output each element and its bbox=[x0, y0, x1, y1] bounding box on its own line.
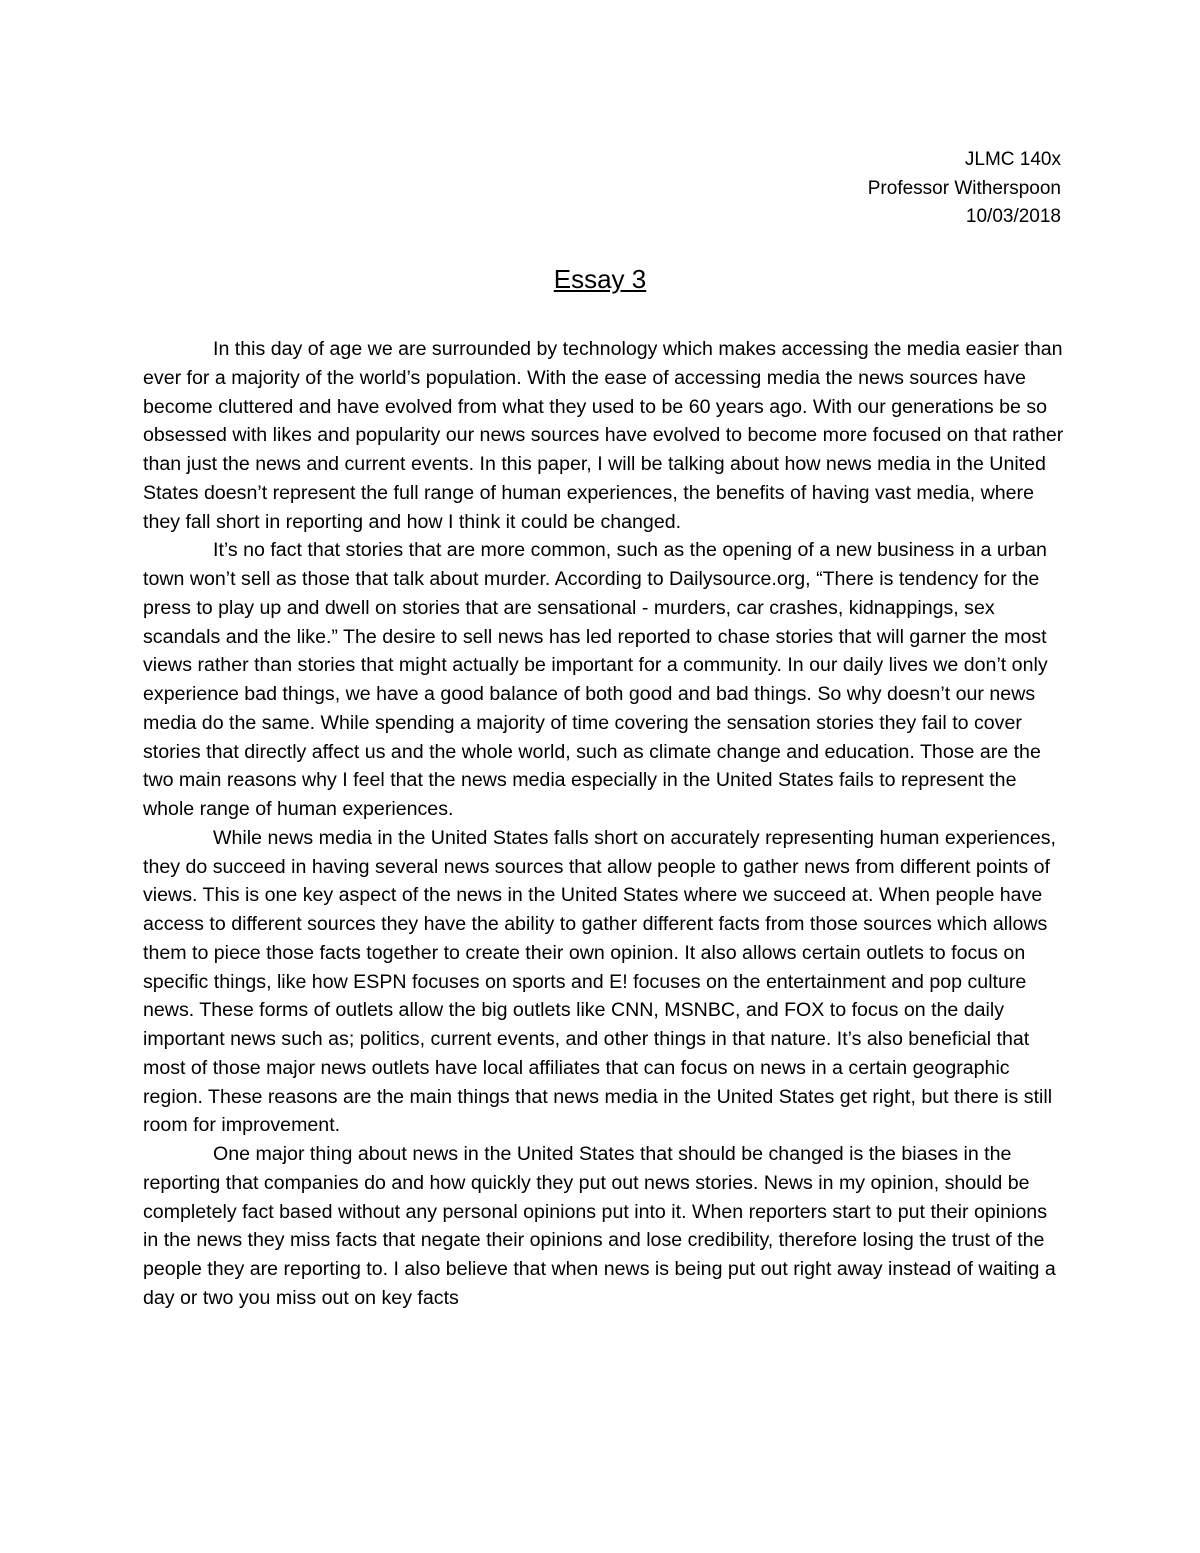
paragraph: One major thing about news in the United States that should be changed is the biases in the reporting that companies do and how quickly they put out news stories. News in my opinion, should be completely fact based without any personal opinions put into it. When reporters start to put their opinions in the news they miss facts that negate their opinions and lose credibility, therefore losing the trust of the people they are reporting to. I also believe that when news is being put out right away instead of waiting a day or two you miss out on key facts bbox=[143, 1143, 1056, 1309]
professor-name: Professor Witherspoon bbox=[867, 177, 1061, 199]
paragraph: In this day of age we are surrounded by technology which makes accessing the media easier than ever for a majority of the world’s population. With the ease of accessing media the news sources have become cluttered and have evolved from what they used to be 60 years ago. With our generations be so obsessed with likes and popularity our news sources have evolved to become more focused on that rather than just the news and current events. In this paper, I will be talking about how news media in the United States doesn’t represent the full range of human experiences, the benefits of having vast media, where they fall short in reporting and how I think it could be changed. bbox=[143, 338, 1064, 533]
essay-title: Essay 3 bbox=[553, 264, 647, 294]
document-date: 10/03/2018 bbox=[965, 206, 1061, 227]
essay-body bbox=[143, 335, 1067, 1313]
course-name: JLMC 140x bbox=[964, 149, 1061, 170]
paragraph: While news media in the United States falls short on accurately representing human experiences, they do succeed in having several news sources that allow people to gather news from different points of views. This is one key aspect of the news in the United States where we succeed at. When people have access to different sources they have the ability to gather different facts from those sources which allows them to piece those facts together to create their own opinion. It also allows certain outlets to focus on specific things, like how ESPN focuses on sports and E! focuses on the entertainment and pop culture news. These forms of outlets allow the big outlets like CNN, MSNBC, and FOX to focus on the daily important news such as; politics, current events, and other things in that nature. It’s also beneficial that most of those major news outlets have local affiliates that can focus on news in a certain geographic region. These reasons are the main things that news media in the United States get right, but there is still room for improvement. bbox=[143, 826, 1056, 1137]
paragraph: It’s no fact that stories that are more common, such as the opening of a new business in a urban town won’t sell as those that talk about murder. According to Dailysource.org, “There is tendency for the press to play up and dwell on stories that are sensational - murders, car crashes, kidnappings, sex scandals and the like.” The desire to sell news has led reported to chase stories that will garner the most views rather than stories that might actually be important for a community. In our daily lives we don’t only experience bad things, we have a good balance of both good and bad things. So why doesn’t our news media do the same. While spending a majority of time covering the sensation stories they fail to cover stories that directly affect us and the whole world, such as climate change and education. Those are the two main reasons why I feel that the news media especially in the United States fails to represent the whole range of human experiences. bbox=[143, 539, 1048, 820]
document-header bbox=[868, 146, 1061, 232]
